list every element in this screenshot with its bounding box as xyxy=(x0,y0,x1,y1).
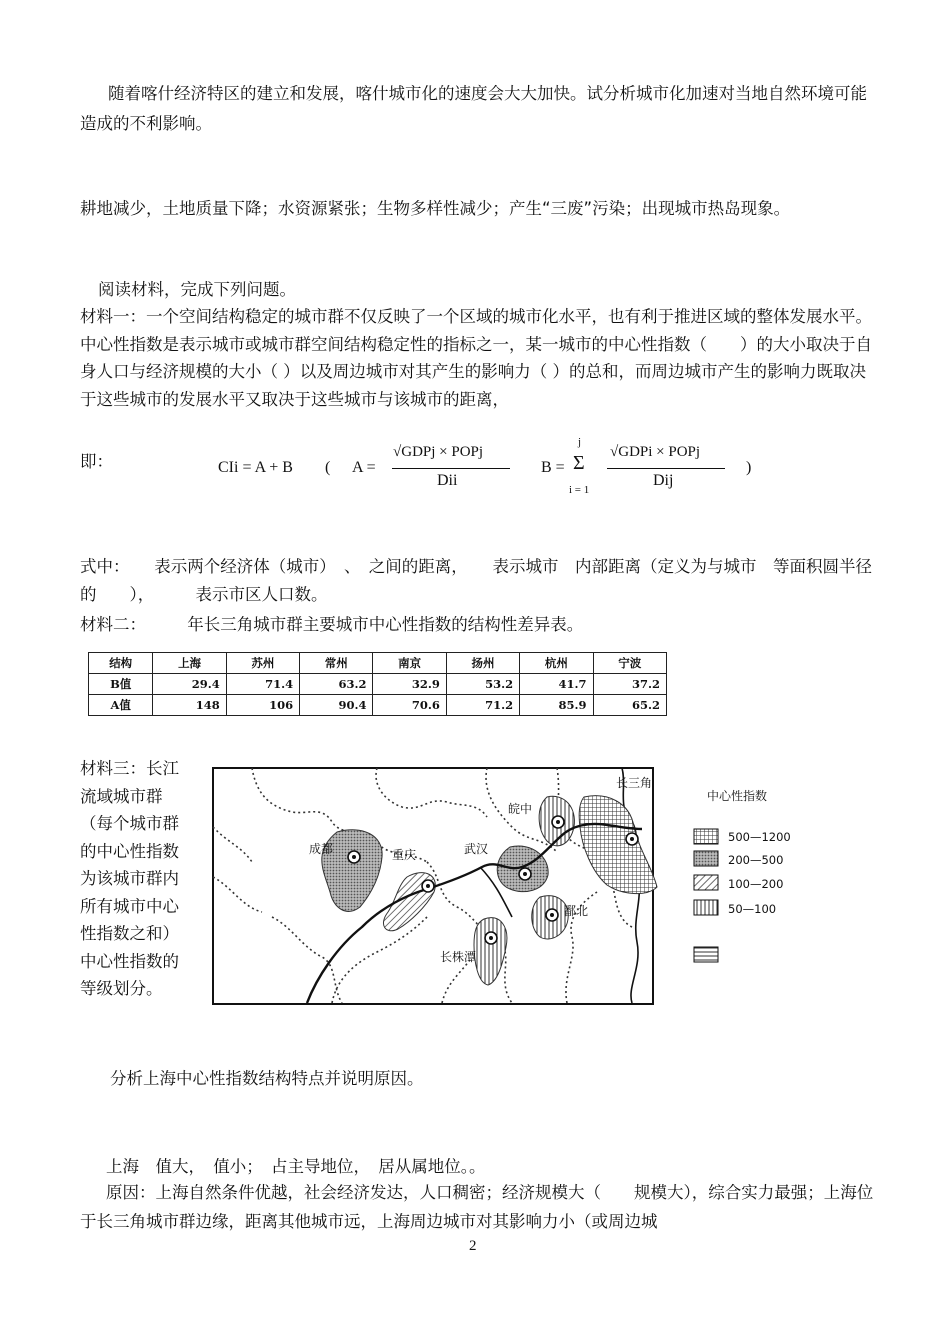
formula-a-fraction-bar xyxy=(392,468,510,469)
legend-label: 500—1200 xyxy=(728,830,791,844)
formula-a-denominator: Dii xyxy=(437,472,458,489)
formula-sum-bottom: i = 1 xyxy=(569,484,590,496)
table-header-cell: 上海 xyxy=(153,653,226,674)
table-cell: 65.2 xyxy=(593,695,666,716)
formula-b-numerator: √GDPi × POPj xyxy=(610,444,701,460)
formula-a-label: A = xyxy=(352,459,376,476)
formula-sum-top: j xyxy=(578,436,582,448)
table-header-cell: 苏州 xyxy=(226,653,299,674)
map-label-chengdu: 成都 xyxy=(309,842,334,856)
table-row xyxy=(89,695,667,716)
table-cell: 71.2 xyxy=(446,695,519,716)
formula-open-paren: ( xyxy=(325,459,331,476)
table-cell: A值 xyxy=(89,695,153,716)
legend-swatch-vertical xyxy=(694,900,718,915)
table-cell: B值 xyxy=(89,674,153,695)
map-legend xyxy=(694,788,791,962)
legend-swatch-diagonal xyxy=(694,875,718,890)
map-label-poyang-north: 鄱北 xyxy=(564,904,589,918)
material-3: 材料三：长江流域城市群（每个城市群的中心性指数为该城市群内所有城市中心性指数之和）中心性指数的等级划分。 xyxy=(80,759,179,998)
q2-intro: 阅读材料，完成下列问题。 xyxy=(98,280,296,299)
table-header-cell: 扬州 xyxy=(446,653,519,674)
table-cell: 70.6 xyxy=(373,695,446,716)
table-cell: 32.9 xyxy=(373,674,446,695)
formula-b-denominator: Dij xyxy=(653,472,674,489)
map-label-chongqing: 重庆 xyxy=(392,848,417,862)
table-header-cell: 结构 xyxy=(89,653,153,674)
legend-swatch-horizontal xyxy=(694,947,718,962)
table-header-cell: 宁波 xyxy=(593,653,666,674)
q1-prompt: 随着喀什经济特区的建立和发展，喀什城市化的速度会大大加快。试分析城市化加速对当地自然环境可能造成的不利影响。 xyxy=(80,84,867,133)
legend-label: 200—500 xyxy=(728,853,784,867)
page-number: 2 xyxy=(469,1238,477,1254)
table-cell: 71.4 xyxy=(226,674,299,695)
q2-answer-reason: 原因：上海自然条件优越，社会经济发达，人口稠密；经济规模大（ 规模大），综合实力最强；上海位于长三角城市群边缘，距离其他城市远，上海周边城市对其影响力小（或周边城 xyxy=(80,1183,874,1231)
structure-table xyxy=(88,652,667,716)
map-label-changsanjiao: 长三角 xyxy=(616,776,653,790)
map-label-wuhan: 武汉 xyxy=(464,842,489,856)
table-cell: 41.7 xyxy=(520,674,593,695)
yangtze-city-cluster-map xyxy=(212,767,812,1007)
material-1: 材料一：一个空间结构稳定的城市群不仅反映了一个区域的城市化水平，也有利于推进区域的整体发展水平。中心性指数是表示城市或城市群空间结构稳定性的指标之一，某一城市的中心性指数（ ）的大小取决于自身人口与经济规模的大小（ ）以及周边城市对其产生的影响力（ ）的总和，而周边城市产生的影响力既取决于这些城市的发展水平又取决于这些城市与该城市的距离， xyxy=(80,307,872,409)
map-label-wanzhong: 皖中 xyxy=(508,802,533,816)
table-header-row xyxy=(89,653,667,674)
table-header-cell: 杭州 xyxy=(520,653,593,674)
table-cell: 63.2 xyxy=(300,674,373,695)
material-2: 材料二： 年长三角城市群主要城市中心性指数的结构性差异表。 xyxy=(80,615,584,634)
map-label-changzhutan: 长株潭 xyxy=(440,950,477,964)
table-row xyxy=(89,674,667,695)
q2-question: 分析上海中心性指数结构特点并说明原因。 xyxy=(110,1069,424,1088)
legend-swatch-grid xyxy=(694,829,718,844)
formula-explanation: 式中： 表示两个经济体（城市） 、 之间的距离， 表示城市 内部距离（定义为与城市 等面积圆半径的 ）， 表示市区人口数。 xyxy=(80,557,872,604)
table-cell: 53.2 xyxy=(446,674,519,695)
q1-answer: 耕地减少，土地质量下降；水资源紧张；生物多样性减少；产生“三废”污染；出现城市热岛现象。 xyxy=(80,199,791,218)
table-cell: 148 xyxy=(153,695,226,716)
legend-label: 100—200 xyxy=(728,877,784,891)
legend-swatch-dots xyxy=(694,851,718,866)
table-cell: 85.9 xyxy=(520,695,593,716)
q2-answer-line-1: 上海 值大， 值小； 占主导地位， 居从属地位。。 xyxy=(106,1157,486,1176)
legend-label: 50—100 xyxy=(728,902,777,916)
legend-title: 中心性指数 xyxy=(707,789,768,803)
ji-label: 即： xyxy=(80,452,113,471)
table-cell: 90.4 xyxy=(300,695,373,716)
table-header-cell: 南京 xyxy=(373,653,446,674)
table-cell: 29.4 xyxy=(153,674,226,695)
table-header-cell: 常州 xyxy=(300,653,373,674)
formula-b-label: B = xyxy=(541,459,565,476)
formula-b-fraction-bar xyxy=(607,468,725,469)
formula-main: CIi = A + B xyxy=(218,459,293,476)
table-cell: 37.2 xyxy=(593,674,666,695)
formula-close-paren: ) xyxy=(746,459,752,476)
formula-a-numerator: √GDPj × POPj xyxy=(393,444,484,460)
formula-sigma: Σ xyxy=(573,452,585,474)
table-cell: 106 xyxy=(226,695,299,716)
